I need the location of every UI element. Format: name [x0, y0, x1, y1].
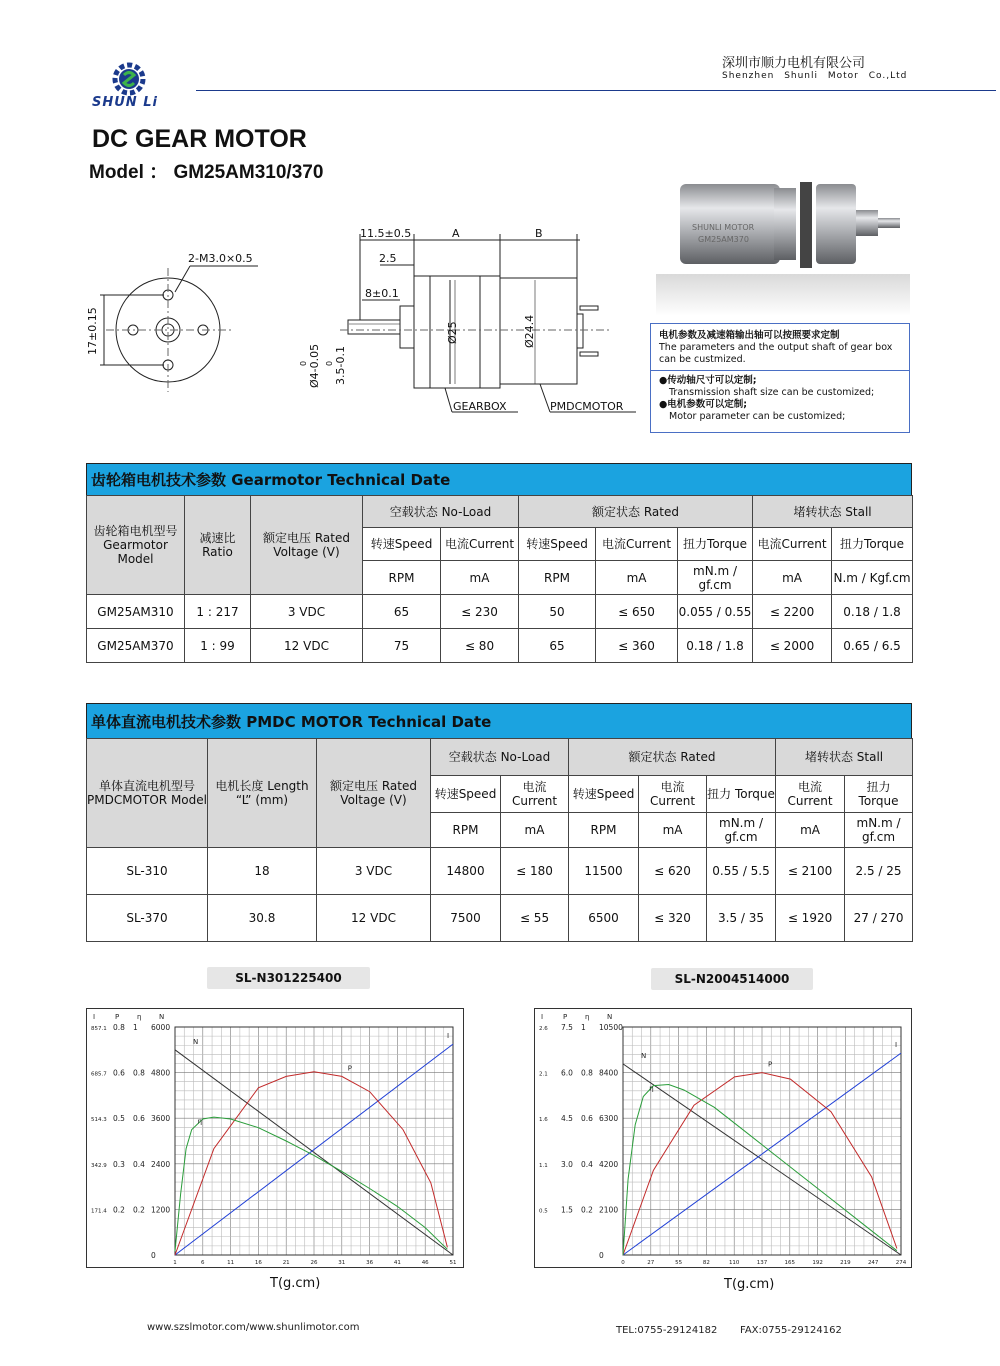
cell: ≤ 80: [441, 629, 519, 663]
cell: 6500: [569, 895, 639, 942]
footer-tel: TEL:0755-29124182: [616, 1325, 718, 1336]
model-line: Model ： GM25AM310/370: [89, 162, 324, 183]
x-tick-label: 41: [393, 1260, 401, 1266]
y-tick-label: 0.2: [113, 1205, 125, 1215]
gearmotor-spec-table: [86, 495, 913, 663]
photo-brand: SHUNLI MOTOR: [692, 223, 755, 232]
t1-sub: 转速Speed: [519, 528, 596, 561]
cell: ≤ 55: [501, 895, 569, 942]
cell: 12 VDC: [251, 629, 363, 663]
cell: ≤ 2000: [753, 629, 832, 663]
cell: ≤ 1920: [776, 895, 845, 942]
x-tick-label: 247: [867, 1260, 879, 1266]
chart1-xlabel: T(g.cm): [270, 1276, 321, 1291]
dim-25: Ø25: [446, 321, 459, 344]
cell: 0.18 / 1.8: [832, 595, 913, 629]
dim-a: A: [452, 227, 460, 240]
performance-chart-1: [87, 1009, 463, 1267]
y-tick-label: 0.5: [539, 1208, 548, 1215]
t2-unit: RPM: [431, 813, 501, 848]
t1-unit: RPM: [519, 561, 596, 595]
cell: 65: [519, 629, 596, 663]
y-tick-label: 2100: [599, 1205, 619, 1215]
cell: 1 : 217: [185, 595, 251, 629]
t2-grp-rated: 额定状态 Rated: [569, 739, 776, 776]
cell: ≤ 2100: [776, 848, 845, 895]
x-tick-label: 36: [366, 1260, 374, 1266]
t2-unit: mN.m / gf.cm: [707, 813, 776, 848]
cell: 12 VDC: [317, 895, 431, 942]
t1-col-model: 齿轮箱电机型号 Gearmotor Model: [87, 496, 185, 595]
axis-header-label: I: [93, 1013, 96, 1021]
y-tick-label: 0.2: [581, 1205, 593, 1215]
dim-2-5: 2.5: [379, 252, 397, 265]
pmdcmotor-label: PMDCMOTOR: [550, 400, 624, 413]
y-tick-label: 1.6: [539, 1117, 548, 1124]
dim-flat: 3.5-0.1: [334, 346, 347, 385]
series-label: P: [347, 1064, 353, 1073]
x-tick-label: 26: [310, 1260, 318, 1266]
y-tick-label: 0.5: [113, 1114, 125, 1124]
y-tick-label: 0.6: [133, 1114, 145, 1124]
t2-sub: 转速Speed: [569, 776, 639, 813]
y-tick-label: 7.5: [561, 1023, 573, 1032]
x-tick-label: 1: [173, 1260, 177, 1266]
note-line1-cn: 电机参数及减速箱输出轴可以按照要求定制: [659, 330, 840, 341]
note-b1-en: Transmission shaft size can be customized;: [669, 387, 875, 398]
x-tick-label: 137: [756, 1260, 768, 1266]
note-line1-en: The parameters and the output shaft of gear box can be custmized.: [659, 342, 893, 365]
page-title: DC GEAR MOTOR: [92, 125, 307, 153]
cell: 27 / 270: [845, 895, 913, 942]
cell: SL-370: [87, 895, 208, 942]
company-name-cn: 深圳市顺力电机有限公司: [722, 56, 866, 71]
x-tick-label: 192: [812, 1260, 823, 1266]
logo-text: SHUN Li: [92, 95, 158, 110]
cell: 30.8: [208, 895, 317, 942]
cell: 3.5 / 35: [707, 895, 776, 942]
x-tick-label: 110: [728, 1260, 740, 1266]
company-name-en: Shenzhen Shunli Motor Co.,Ltd: [722, 71, 908, 81]
cell: ≤ 620: [639, 848, 707, 895]
dim-11-5: 11.5±0.5: [360, 227, 412, 240]
axis-header-label: N: [159, 1013, 165, 1021]
x-tick-label: 274: [895, 1260, 907, 1266]
series-label: P: [768, 1060, 773, 1069]
t2-col-model: 单体直流电机型号 PMDCMOTOR Model: [87, 739, 208, 848]
y-tick-label: 0.4: [581, 1159, 593, 1169]
axis-header-label: N: [607, 1013, 613, 1021]
y-tick-label: 1200: [151, 1205, 171, 1215]
cell: 11500: [569, 848, 639, 895]
y-tick-label: 0.2: [133, 1205, 145, 1215]
cell: 3 VDC: [317, 848, 431, 895]
y-tick-label: 6.0: [561, 1068, 573, 1078]
x-tick-label: 51: [449, 1260, 457, 1266]
t2-unit: RPM: [569, 813, 639, 848]
cell: 3 VDC: [251, 595, 363, 629]
x-tick-label: 31: [338, 1260, 346, 1266]
cell: 0.55 / 5.5: [707, 848, 776, 895]
t1-grp-stall: 堵转状态 Stall: [753, 496, 913, 528]
dim-b: B: [535, 227, 543, 240]
t1-unit: mN.m / gf.cm: [678, 561, 753, 595]
cell: 7500: [431, 895, 501, 942]
y-tick-label: 4.5: [561, 1114, 573, 1124]
x-tick-label: 82: [702, 1260, 710, 1266]
x-tick-label: 165: [784, 1260, 796, 1266]
footer-fax: FAX:0755-29124162: [740, 1325, 842, 1336]
y-tick-label: 1.1: [539, 1162, 548, 1169]
t1-unit: N.m / Kgf.cm: [832, 561, 913, 595]
dim-8: 8±0.1: [365, 287, 399, 300]
t2-sub: 扭力 Torque: [845, 776, 913, 813]
table-row: [87, 848, 913, 895]
y-tick-label: 1.5: [561, 1205, 573, 1215]
t2-sub: 转速Speed: [431, 776, 501, 813]
y-tick-label: 8400: [599, 1068, 619, 1078]
y-tick-label: 0: [151, 1251, 156, 1260]
chart1-title: SL-N301225400: [207, 967, 370, 989]
axis-header-label: P: [563, 1013, 568, 1021]
y-tick-label: 0.4: [133, 1159, 145, 1169]
cell: SL-310: [87, 848, 208, 895]
y-tick-label: 514.3: [91, 1117, 107, 1124]
t2-col-length: 电机长度 Length “L” (mm): [208, 739, 317, 848]
y-tick-label: 685.7: [91, 1071, 107, 1078]
cell: 75: [363, 629, 441, 663]
motor-drawing: [80, 220, 650, 430]
y-tick-label: 0.6: [581, 1114, 593, 1124]
t1-sub: 扭力Torque: [832, 528, 913, 561]
series-label: N: [641, 1051, 647, 1060]
x-tick-label: 11: [227, 1260, 235, 1266]
t1-unit: mA: [753, 561, 832, 595]
t1-sub: 电流Current: [753, 528, 832, 561]
product-photo: [656, 182, 910, 316]
cell: 18: [208, 848, 317, 895]
t1-unit: mA: [596, 561, 678, 595]
cell: ≤ 320: [639, 895, 707, 942]
y-tick-label: 2.1: [539, 1071, 548, 1078]
t1-sub: 电流Current: [441, 528, 519, 561]
y-tick-label: 0.8: [133, 1068, 145, 1078]
cell: GM25AM310: [87, 595, 185, 629]
series-label: η: [649, 1084, 654, 1093]
x-tick-label: 16: [254, 1260, 262, 1266]
pmdc-spec-table: [86, 738, 913, 942]
cell: 65: [363, 595, 441, 629]
cell: ≤ 180: [501, 848, 569, 895]
cell: 2.5 / 25: [845, 848, 913, 895]
chart2-frame: [534, 1008, 912, 1268]
y-tick-label: 0.3: [113, 1159, 125, 1169]
y-tick-label: 1: [581, 1023, 586, 1032]
chart2-xlabel: T(g.cm): [724, 1277, 775, 1292]
t2-sub: 扭力 Torque: [707, 776, 776, 813]
t2-sub: 电流 Current: [776, 776, 845, 813]
y-tick-label: 4200: [599, 1159, 619, 1169]
footer-website[interactable]: www.szslmotor.com/www.shunlimotor.com: [147, 1322, 360, 1333]
gear-logo-icon: [104, 58, 154, 100]
cell: ≤ 650: [596, 595, 678, 629]
table-row: [87, 595, 913, 629]
t1-sub: 扭力Torque: [678, 528, 753, 561]
t2-grp-noload: 空载状态 No-Load: [431, 739, 569, 776]
header-rule: [196, 90, 996, 91]
series-line-η: [623, 1085, 897, 1256]
cell: 14800: [431, 848, 501, 895]
chart1-frame: [86, 1008, 464, 1268]
axis-header-label: P: [115, 1013, 120, 1021]
table-row: [87, 895, 913, 942]
y-tick-label: 6000: [151, 1023, 171, 1032]
cell: ≤ 360: [596, 629, 678, 663]
t1-sub: 电流Current: [596, 528, 678, 561]
axis-header-label: η: [585, 1013, 590, 1021]
y-tick-label: 3600: [151, 1114, 171, 1124]
dim-24-4: Ø24.4: [523, 314, 536, 348]
performance-chart-2: [535, 1009, 911, 1267]
dim-shaft-tol: 0: [299, 360, 308, 366]
x-tick-label: 0: [621, 1260, 625, 1266]
cell: 50: [519, 595, 596, 629]
t1-unit: RPM: [363, 561, 441, 595]
cell: ≤ 230: [441, 595, 519, 629]
t2-sub: 电流 Current: [501, 776, 569, 813]
cell: GM25AM370: [87, 629, 185, 663]
cell: 0.055 / 0.55: [678, 595, 753, 629]
series-label: N: [193, 1037, 199, 1046]
chart2-title: SL-N2004514000: [651, 968, 813, 990]
axis-header-label: I: [541, 1013, 544, 1021]
y-tick-label: 0.8: [113, 1023, 125, 1032]
y-tick-label: 0: [599, 1251, 604, 1260]
x-tick-label: 46: [421, 1260, 429, 1266]
front-view: [100, 266, 258, 392]
table2-title: 单体直流电机技术参数 PMDC MOTOR Technical Date: [86, 703, 912, 739]
x-tick-label: 27: [647, 1260, 655, 1266]
t1-sub: 转速Speed: [363, 528, 441, 561]
screw-label: 2-M3.0×0.5: [188, 252, 253, 265]
note-b2-en: Motor parameter can be customized;: [669, 411, 846, 422]
dim-shaft: Ø4-0.05: [308, 343, 321, 388]
t1-unit: mA: [441, 561, 519, 595]
y-tick-label: 10500: [599, 1023, 623, 1032]
series-label: I: [447, 1032, 450, 1041]
dim-17: 17±0.15: [86, 307, 99, 355]
photo-model: GM25AM370: [698, 235, 749, 244]
cell: 0.18 / 1.8: [678, 629, 753, 663]
note-b1-cn: ●传动轴尺寸可以定制;: [659, 375, 757, 386]
y-tick-label: 6300: [599, 1114, 619, 1124]
cell: 1 : 99: [185, 629, 251, 663]
y-tick-label: 857.1: [91, 1026, 107, 1032]
series-label: I: [895, 1041, 898, 1050]
t2-grp-stall: 堵转状态 Stall: [776, 739, 913, 776]
series-label: η: [197, 1117, 203, 1126]
t1-col-voltage: 额定电压 Rated Voltage (V): [251, 496, 363, 595]
x-tick-label: 21: [282, 1260, 290, 1266]
y-tick-label: 2400: [151, 1159, 171, 1169]
y-tick-label: 4800: [151, 1068, 171, 1078]
note-b2-cn: ●电机参数可以定制;: [659, 399, 748, 410]
customization-note: [650, 323, 910, 433]
cell: 0.65 / 6.5: [832, 629, 913, 663]
t1-grp-rated: 额定状态 Rated: [519, 496, 753, 528]
x-tick-label: 55: [675, 1260, 683, 1266]
y-tick-label: 1: [133, 1023, 138, 1032]
t2-unit: mN.m / gf.cm: [845, 813, 913, 848]
t2-unit: mA: [776, 813, 845, 848]
axis-header-label: η: [137, 1013, 142, 1021]
cell: ≤ 2200: [753, 595, 832, 629]
table1-title: 齿轮箱电机技术参数 Gearmotor Technical Date: [86, 463, 912, 496]
y-tick-label: 3.0: [561, 1159, 573, 1169]
t2-col-voltage: 额定电压 Rated Voltage (V): [317, 739, 431, 848]
gearbox-label: GEARBOX: [453, 400, 507, 413]
y-tick-label: 342.9: [91, 1162, 107, 1169]
y-tick-label: 171.4: [91, 1208, 107, 1215]
y-tick-label: 2.6: [539, 1026, 548, 1032]
table-row: [87, 629, 913, 663]
y-tick-label: 0.8: [581, 1068, 593, 1078]
t1-col-ratio: 减速比 Ratio: [185, 496, 251, 595]
x-tick-label: 219: [840, 1260, 851, 1266]
t2-sub: 电流 Current: [639, 776, 707, 813]
y-tick-label: 0.6: [113, 1068, 125, 1078]
t2-unit: mA: [639, 813, 707, 848]
dim-flat-tol: 0: [325, 360, 334, 366]
t1-grp-noload: 空载状态 No-Load: [363, 496, 519, 528]
x-tick-label: 6: [201, 1260, 205, 1266]
chart-grid: [175, 1027, 453, 1255]
company-logo: [104, 58, 154, 100]
t2-unit: mA: [501, 813, 569, 848]
